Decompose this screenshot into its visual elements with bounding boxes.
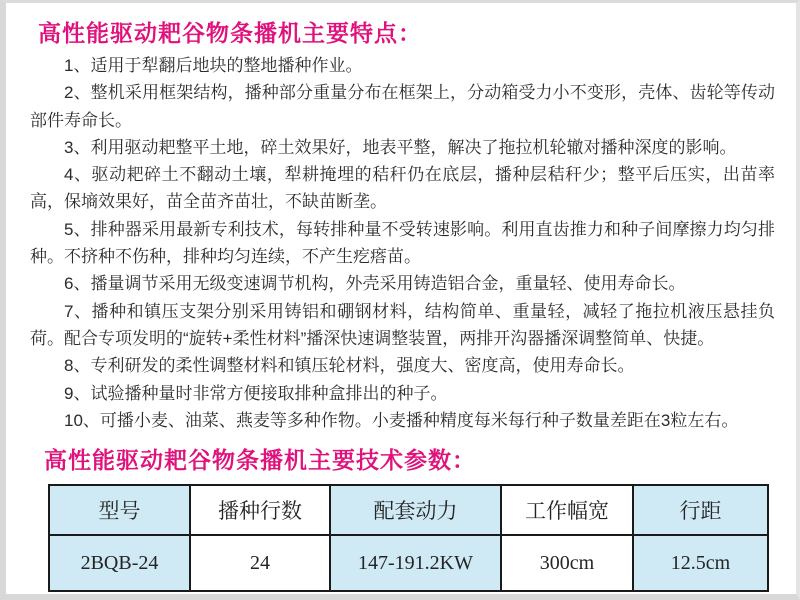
feature-item-9: 9、试验播种量时非常方便接取排种盒排出的种子。 (64, 383, 448, 403)
specs-header-row-count: 播种行数 (190, 485, 330, 535)
feature-item-3: 3、利用驱动耙整平土地，碎土效果好，地表平整，解决了拖拉机轮辙对播种深度的影响。 (64, 137, 737, 157)
params-title: 高性能驱动耙谷物条播机主要技术参数： (44, 448, 476, 474)
specs-data-row (49, 535, 768, 591)
feature-item-4: 4、驱动耙碎土不翻动土壤，犁耕掩埋的秸秆仍在底层，播种层秸秆少；整平后压实，出苗率高，保墒效果好，苗全苗齐苗壮，不缺苗断垄。 (30, 165, 775, 212)
specs-cell-row-spacing: 12.5cm (633, 535, 768, 591)
feature-item-8: 8、专利研发的柔性调整材料和镇压轮材料，强度大、密度高，使用寿命长。 (64, 356, 635, 376)
specs-table (48, 484, 769, 592)
specs-header-model: 型号 (49, 485, 190, 535)
specs-cell-model: 2BQB-24 (49, 535, 190, 591)
feature-item-7: 7、播种和镇压支架分别采用铸铝和硼钢材料，结构简单、重量轻，减轻了拖拉机液压悬挂负荷。配合专项发明的“旋转+柔性材料”播深快速调整装置，两排开沟器播深调整简单、快捷。 (30, 301, 775, 348)
feature-item-6: 6、播量调节采用无级变速调节机构，外壳采用铸造铝合金，重量轻、使用寿命长。 (64, 274, 686, 294)
feature-item-5: 5、排种器采用最新专利技术，每转排种量不受转速影响。利用直齿推力和种子间摩擦力均匀排种。不挤种不伤种，排种均匀连续，不产生疙瘩苗。 (30, 219, 775, 267)
specs-header-work-width: 工作幅宽 (501, 485, 633, 535)
specs-header-power: 配套动力 (330, 485, 501, 535)
specs-cell-row-count: 24 (190, 535, 330, 591)
feature-item-1: 1、适用于犁翻后地块的整地播种作业。 (64, 56, 363, 75)
specs-header-row-spacing: 行距 (633, 485, 768, 535)
features-title: 高性能驱动耙谷物条播机主要特点： (38, 21, 422, 46)
features-list (30, 52, 775, 434)
feature-item-2: 2、整机采用框架结构，播种部分重量分布在框架上，分动箱受力小不变形，壳体、齿轮等传动部件寿命长。 (30, 83, 775, 130)
feature-item-10: 10、可播小麦、油菜、燕麦等多种作物。小麦播种精度每米每行种子数量差距在3粒左右。 (64, 410, 739, 430)
specs-cell-power: 147-191.2KW (330, 535, 501, 591)
specs-cell-work-width: 300cm (501, 535, 633, 591)
specs-header-row (49, 485, 768, 535)
